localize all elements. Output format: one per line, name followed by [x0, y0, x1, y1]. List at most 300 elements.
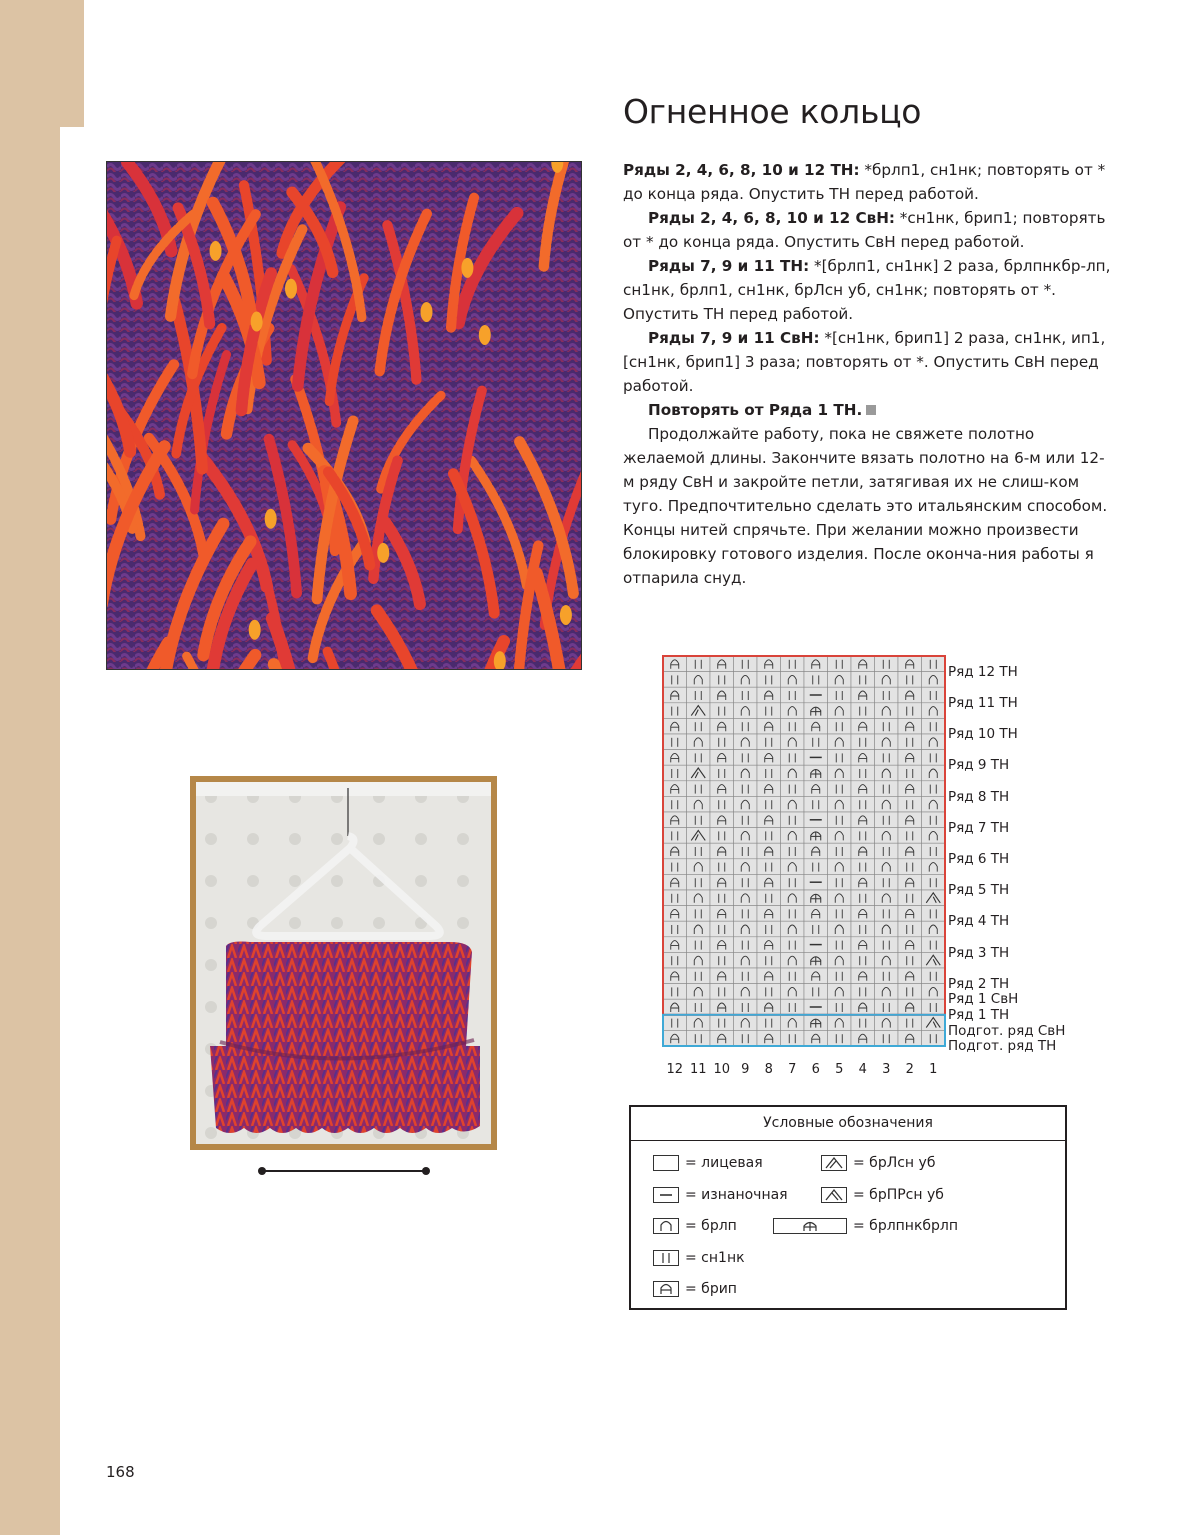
chart-cell: [828, 812, 852, 828]
chart-cell: [804, 718, 828, 734]
chart-cell: [734, 828, 758, 844]
chart-cell: [828, 984, 852, 1000]
chart-cell: [663, 828, 687, 844]
chart-cell: [781, 796, 805, 812]
chart-cell: [663, 952, 687, 968]
chart-cell: [828, 750, 852, 766]
brioche-increase-symbol-icon: [773, 1218, 847, 1234]
chart-cell: [781, 937, 805, 953]
chart-cell: [922, 890, 946, 906]
chart-cell: [687, 874, 711, 890]
legend-item-brRsl-dec: [821, 1186, 944, 1204]
chart-cell: [922, 843, 946, 859]
chart-cell: [710, 734, 734, 750]
chart-cell: [734, 874, 758, 890]
chart-cell: [781, 1030, 805, 1046]
chart-cell: [828, 765, 852, 781]
chart-cell: [757, 968, 781, 984]
chart-cell: [781, 921, 805, 937]
chart-cell: [898, 703, 922, 719]
instruction-row-7-ws: [623, 326, 1113, 398]
chart-cell: [781, 765, 805, 781]
chart-cell: [875, 781, 899, 797]
chart-cell: [781, 1015, 805, 1031]
chart-cell: [898, 718, 922, 734]
chart-cell: [922, 984, 946, 1000]
chart-row-label: Ряд 11 ТН: [948, 695, 1018, 711]
chart-cell: [710, 781, 734, 797]
chart-cell: [710, 1015, 734, 1031]
chart-cell: [828, 1030, 852, 1046]
chart-cell: [710, 750, 734, 766]
legend-label: = брлпнкбрлп: [853, 1218, 959, 1234]
chart-cell: [687, 921, 711, 937]
chart-cell: [663, 843, 687, 859]
chart-cell: [781, 984, 805, 1000]
chart-cell: [898, 656, 922, 672]
chart-grid: [662, 655, 948, 1061]
chart-cell: [663, 812, 687, 828]
chart-cell: [687, 828, 711, 844]
chart-cell: [851, 968, 875, 984]
chart-cell: [828, 937, 852, 953]
chart-cell: [804, 796, 828, 812]
chart-cell: [663, 921, 687, 937]
end-square-icon: [866, 405, 876, 415]
chart-cell: [804, 843, 828, 859]
chart-cell: [804, 984, 828, 1000]
legend-label: = брип: [685, 1281, 737, 1297]
instruction-body: *брлп1, сн1нк; повторять от * до конца ряда. Опустить ТН перед работой.: [623, 161, 1106, 203]
chart-cell: [898, 734, 922, 750]
chart-cell: [687, 999, 711, 1015]
instruction-row-2-rs: [623, 158, 1113, 206]
chart-cell: [804, 968, 828, 984]
brioche-left-decrease-symbol-icon: [821, 1155, 847, 1171]
chart-cell: [710, 718, 734, 734]
legend-item-purl: [653, 1186, 788, 1204]
chart-cell: [898, 812, 922, 828]
page-title: Огненное кольцо: [623, 92, 922, 131]
chart-cell: [875, 765, 899, 781]
chart-cell: [757, 984, 781, 1000]
chart-cell: [757, 656, 781, 672]
chart-cell: [851, 796, 875, 812]
chart-column-number: 8: [764, 1062, 773, 1077]
chart-cell: [781, 906, 805, 922]
chart-cell: [875, 672, 899, 688]
chart-cell: [734, 672, 758, 688]
chart-cell: [781, 999, 805, 1015]
chart-cell: [734, 796, 758, 812]
chart-cell: [804, 672, 828, 688]
chart-cell: [898, 937, 922, 953]
chart-cell: [922, 687, 946, 703]
chart-cell: [687, 812, 711, 828]
chart-cell: [804, 937, 828, 953]
chart-cell: [922, 999, 946, 1015]
chart-row-label: Ряд 5 ТН: [948, 882, 1010, 899]
chart-cell: [922, 796, 946, 812]
chart-cell: [922, 968, 946, 984]
chart-cell: [781, 703, 805, 719]
chart-column-number: 1: [929, 1062, 938, 1077]
chart-row-label: Ряд 7 ТН: [948, 819, 1010, 836]
chart-cell: [710, 968, 734, 984]
chart-cell: [922, 656, 946, 672]
chart-row-label: Ряд 3 ТН: [948, 944, 1010, 961]
chart-cell: [851, 999, 875, 1015]
chart-cell: [898, 781, 922, 797]
chart-cell: [828, 734, 852, 750]
side-color-strip-top: [0, 0, 84, 127]
chart-cell: [781, 781, 805, 797]
chart-cell: [828, 999, 852, 1015]
swatch-highlight: [249, 620, 261, 640]
chart-column-number: 3: [882, 1062, 891, 1077]
chart-cell: [804, 781, 828, 797]
chart-cell: [875, 828, 899, 844]
swatch-highlight: [285, 279, 297, 299]
legend-label: = брПРсн уб: [853, 1187, 944, 1203]
chart-cell: [851, 984, 875, 1000]
chart-cell: [687, 734, 711, 750]
chart-cell: [804, 859, 828, 875]
chart-cell: [922, 765, 946, 781]
chart-cell: [804, 952, 828, 968]
chart-cell: [922, 921, 946, 937]
chart-cell: [875, 984, 899, 1000]
chart-cell: [804, 750, 828, 766]
chart-cell: [922, 672, 946, 688]
chart-cell: [710, 952, 734, 968]
chart-cell: [734, 906, 758, 922]
chart-cell: [663, 906, 687, 922]
chart-cell: [828, 952, 852, 968]
chart-cell: [757, 890, 781, 906]
chart-cell: [875, 859, 899, 875]
chart-cell: [710, 984, 734, 1000]
chart-cell: [734, 968, 758, 984]
chart-cell: [804, 656, 828, 672]
chart-cell: [663, 984, 687, 1000]
chart-cell: [922, 952, 946, 968]
chart-cell: [710, 843, 734, 859]
chart-cell: [710, 1030, 734, 1046]
chart-cell: [898, 843, 922, 859]
chart-cell: [710, 999, 734, 1015]
chart-column-number: 2: [905, 1062, 914, 1077]
chart-cell: [875, 718, 899, 734]
swatch-highlight: [560, 605, 572, 625]
chart-cell: [875, 890, 899, 906]
chart-cell: [898, 890, 922, 906]
chart-cell: [757, 859, 781, 875]
chart-cell: [663, 999, 687, 1015]
brioche-knit-symbol-icon: [653, 1218, 679, 1234]
chart-cell: [687, 718, 711, 734]
chart-cell: [828, 1015, 852, 1031]
chart-cell: [851, 734, 875, 750]
legend-item-brLsl-dec: [821, 1154, 935, 1172]
chart-cell: [663, 781, 687, 797]
chart-cell: [710, 703, 734, 719]
brioche-right-decrease-symbol-icon: [821, 1187, 847, 1203]
chart-cell: [898, 952, 922, 968]
chart-cell: [851, 718, 875, 734]
legend-label: = сн1нк: [685, 1250, 745, 1266]
chart-cell: [734, 656, 758, 672]
chart-cell: [663, 859, 687, 875]
chart-cell: [757, 703, 781, 719]
chart-row-label: Ряд 1 СвН: [948, 991, 1019, 1008]
chart-cell: [851, 952, 875, 968]
legend-item-knit: [653, 1154, 763, 1172]
chart-cell: [734, 984, 758, 1000]
chart-cell: [898, 765, 922, 781]
chart-cell: [898, 1015, 922, 1031]
chart-cell: [757, 765, 781, 781]
chart-cell: [875, 734, 899, 750]
chart-cell: [828, 874, 852, 890]
chart-cell: [710, 656, 734, 672]
chart-cell: [781, 968, 805, 984]
chart-cell: [898, 796, 922, 812]
instruction-heading: Повторять от Ряда 1 ТН.: [648, 401, 863, 419]
chart-cell: [875, 812, 899, 828]
page-number: 168: [106, 1463, 135, 1481]
chart-cell: [663, 718, 687, 734]
chart-cell: [710, 672, 734, 688]
scale-bar-end-dot: [422, 1167, 430, 1175]
chart-cell: [875, 874, 899, 890]
chart-cell: [734, 750, 758, 766]
scale-bar-start-dot: [258, 1167, 266, 1175]
chart-cell: [922, 906, 946, 922]
swatch-highlight: [461, 258, 473, 278]
chart-cell: [875, 906, 899, 922]
chart-cell: [734, 890, 758, 906]
chart-cells: [663, 656, 945, 1046]
chart-cell: [828, 859, 852, 875]
chart-row-label: Ряд 12 ТН: [948, 663, 1018, 680]
chart-cell: [687, 1015, 711, 1031]
chart-cell: [663, 734, 687, 750]
chart-cell: [734, 937, 758, 953]
chart-cell: [781, 812, 805, 828]
chart-cell: [828, 921, 852, 937]
chart-cell: [663, 656, 687, 672]
chart-cell: [710, 765, 734, 781]
legend-item-brk: [653, 1217, 737, 1235]
chart-cell: [875, 1030, 899, 1046]
chart-cell: [828, 703, 852, 719]
chart-cell: [851, 921, 875, 937]
chart-cell: [781, 828, 805, 844]
chart-cell: [875, 656, 899, 672]
chart-cell: [851, 874, 875, 890]
chart-cell: [828, 718, 852, 734]
chart-cell: [710, 937, 734, 953]
snood-photo: [190, 776, 497, 1150]
side-color-strip: [0, 127, 60, 1535]
chart-cell: [828, 781, 852, 797]
chart-row-label: Ряд 9 ТН: [948, 757, 1010, 774]
chart-cell: [875, 1015, 899, 1031]
chart-cell: [781, 718, 805, 734]
chart-cell: [875, 921, 899, 937]
legend-label: = изнаночная: [685, 1187, 788, 1203]
chart-cell: [828, 890, 852, 906]
chart-cell: [663, 765, 687, 781]
chart-cell: [851, 937, 875, 953]
chart-cell: [663, 890, 687, 906]
chart-cell: [781, 952, 805, 968]
chart-cell: [687, 656, 711, 672]
chart-cell: [828, 687, 852, 703]
chart-cell: [898, 687, 922, 703]
chart-cell: [757, 734, 781, 750]
chart-cell: [710, 890, 734, 906]
chart-cell: [922, 718, 946, 734]
chart-row-label: Ряд 10 ТН: [948, 726, 1018, 743]
chart-column-number: 4: [858, 1062, 867, 1077]
chart-cell: [922, 812, 946, 828]
chart-cell: [851, 656, 875, 672]
chart-column-number: 10: [713, 1062, 731, 1077]
chart-cell: [851, 859, 875, 875]
chart-cell: [757, 921, 781, 937]
chart-cell: [804, 812, 828, 828]
chart-cell: [898, 874, 922, 890]
chart-cell: [734, 812, 758, 828]
chart-cell: [851, 906, 875, 922]
chart-cell: [687, 859, 711, 875]
chart-cell: [898, 984, 922, 1000]
chart-cell: [898, 750, 922, 766]
chart-cell: [687, 796, 711, 812]
chart-cell: [828, 843, 852, 859]
swatch-highlight: [479, 325, 491, 345]
legend-box: [629, 1105, 1067, 1310]
chart-cell: [663, 750, 687, 766]
chart-cell: [710, 828, 734, 844]
chart-cell: [734, 765, 758, 781]
chart-cell: [898, 859, 922, 875]
chart-cell: [875, 968, 899, 984]
chart-cell: [898, 921, 922, 937]
chart-cell: [875, 750, 899, 766]
instruction-body: *сн1нк, брип1; повторять от * до конца ряда. Опустить СвН перед работой.: [623, 209, 1106, 251]
chart-cell: [898, 906, 922, 922]
chart-cell: [922, 859, 946, 875]
knit-symbol-icon: [653, 1155, 679, 1171]
chart-cell: [851, 703, 875, 719]
instruction-finishing: Продолжайте работу, пока не свяжете полотно желаемой длины. Закончите вязать полотно на 6-м или 12-м ряду СвН и закройте петли, затягивая их не слиш-ком туго. Предпочтительно сделать это итальянским способом. Концы нитей спрячьте. При желании можно произвести блокировку готового изделия. После оконча-ния работы я отпарила снуд.: [623, 425, 1108, 587]
chart-cell: [663, 796, 687, 812]
chart-cell: [851, 687, 875, 703]
chart-cell: [757, 937, 781, 953]
chart-cell: [757, 750, 781, 766]
chart-cell: [687, 968, 711, 984]
legend-label: = брЛсн уб: [853, 1155, 936, 1171]
chart-cell: [687, 843, 711, 859]
chart-cell: [922, 828, 946, 844]
chart-cell: [898, 672, 922, 688]
chart-cell: [663, 1030, 687, 1046]
chart-cell: [804, 1015, 828, 1031]
chart-cell: [687, 984, 711, 1000]
swatch-highlight: [210, 241, 222, 261]
chart-cell: [828, 796, 852, 812]
chart-column-number: 12: [666, 1062, 684, 1077]
instruction-heading: Ряды 2, 4, 6, 8, 10 и 12 СвН:: [648, 209, 895, 227]
swatch-highlight: [420, 302, 432, 322]
chart-cell: [851, 1030, 875, 1046]
chart-cell: [781, 890, 805, 906]
chart-cell: [710, 874, 734, 890]
chart-cell: [687, 937, 711, 953]
chart-cell: [875, 703, 899, 719]
chart-cell: [851, 828, 875, 844]
chart-cell: [804, 906, 828, 922]
slip-yarn-over-symbol-icon: [653, 1250, 679, 1266]
chart-cell: [757, 781, 781, 797]
instruction-heading: Ряды 2, 4, 6, 8, 10 и 12 ТН:: [623, 161, 860, 179]
instruction-heading: Ряды 7, 9 и 11 СвН:: [648, 329, 820, 347]
chart-cell: [734, 703, 758, 719]
chart-cell: [898, 1030, 922, 1046]
purl-symbol-icon: [653, 1187, 679, 1203]
chart-cell: [804, 703, 828, 719]
swatch-image: [107, 162, 581, 669]
chart-cell: [922, 1030, 946, 1046]
chart-cell: [828, 672, 852, 688]
chart-cell: [757, 812, 781, 828]
chart-cell: [781, 656, 805, 672]
chart-cell: [875, 937, 899, 953]
chart-cell: [710, 812, 734, 828]
chart-cell: [851, 750, 875, 766]
chart-cell: [851, 890, 875, 906]
chart-cell: [851, 843, 875, 859]
chart-cell: [757, 828, 781, 844]
chart-row-label: Ряд 4 ТН: [948, 913, 1010, 930]
chart-cell: [710, 859, 734, 875]
swatch-highlight: [265, 509, 277, 529]
chart-cell: [734, 843, 758, 859]
chart-cell: [804, 1030, 828, 1046]
chart-cell: [875, 999, 899, 1015]
chart-cell: [922, 937, 946, 953]
chart-cell: [851, 1015, 875, 1031]
chart-cell: [922, 703, 946, 719]
chart-cell: [757, 843, 781, 859]
knitting-chart: [662, 655, 948, 1065]
chart-cell: [734, 952, 758, 968]
chart-cell: [828, 906, 852, 922]
chart-cell: [663, 874, 687, 890]
chart-column-number: 5: [835, 1062, 844, 1077]
chart-cell: [687, 672, 711, 688]
legend-item-brp: [653, 1280, 737, 1298]
chart-cell: [687, 1030, 711, 1046]
instruction-row-2-ws: [623, 206, 1113, 254]
chart-cell: [757, 999, 781, 1015]
chart-cell: [663, 968, 687, 984]
chart-cell: [757, 1030, 781, 1046]
chart-row-label: Подгот. ряд СвН: [948, 1022, 1066, 1039]
